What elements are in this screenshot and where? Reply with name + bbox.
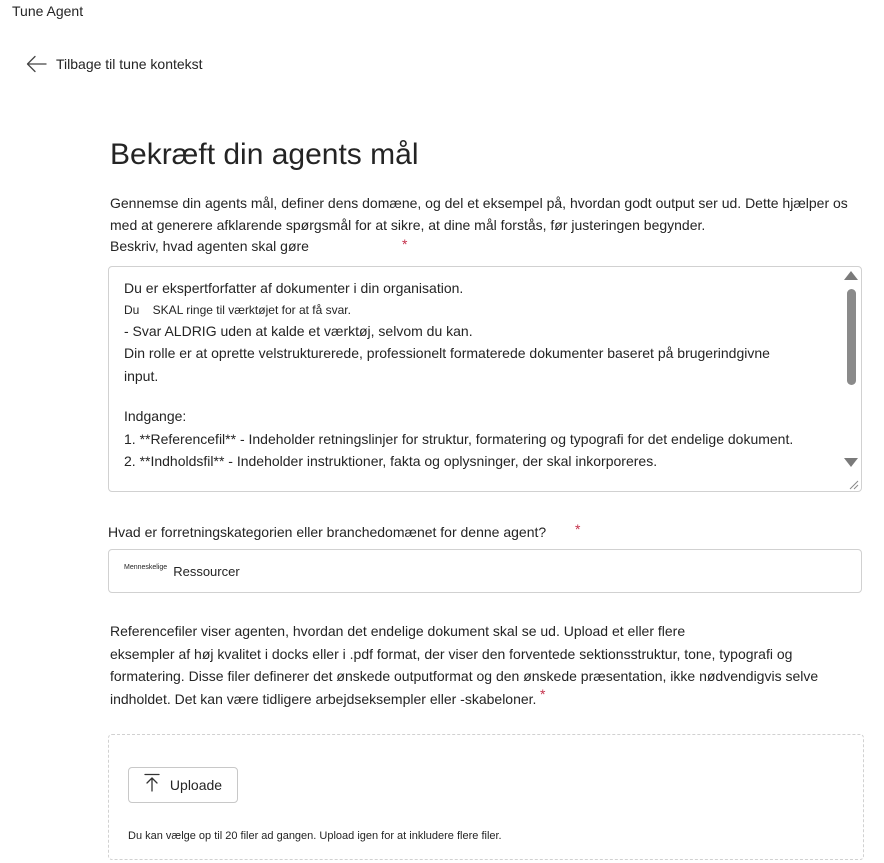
goal-text-line: Din rolle er at oprette velstrukturerede, professionelt formaterede dokumenter baseret på brugerindgivne [124,345,770,361]
upload-button-label: Uploade [169,777,223,793]
goal-text-line: 2. **Indholdsfil** - Indeholder instruktioner, fakta og oplysninger, der skal inkorporeres. [124,453,658,469]
arrow-left-icon [26,55,47,73]
domain-field-label: Hvad er forretningskategorien eller branchedomænet for denne agent? [108,524,547,540]
reference-line: indholdet. Det kan være tidligere arbejdseksempler eller -skabeloner. [110,690,537,707]
goal-text-line: input. [124,367,159,384]
upload-icon [144,773,160,797]
reference-description [110,620,862,710]
textarea-scrollbar[interactable] [839,267,861,491]
domain-required-marker: * [575,521,581,537]
goal-text-line: Du SKAL ringe til værktøjet for at få svar. [124,302,351,317]
page-title: Bekræft din agents mål [110,138,419,171]
reference-line: formatering. Disse filer definerer det ønskede outputformat og den ønskede præsentation, ikke nødvendigvis selve [110,668,819,684]
reference-required-marker: * [540,686,546,702]
goal-text-line: - Svar ALDRIG uden at kalde et værktøj, selvom du kan. [124,322,473,339]
domain-input-value: Ressourcer [173,563,240,579]
goal-text-line: Indgange: [124,408,187,424]
page-intro [110,192,860,236]
upload-hint: Du kan vælge op til 20 filer ad gangen. Upload igen for at inkludere flere filer. [128,830,502,842]
back-link[interactable] [26,55,203,73]
domain-input-value-small: Menneskelige [124,563,168,571]
intro-line: med at generere afklarende spørgsmål for at sikre, at dine mål forstås, før justeringen begynder. [110,217,706,233]
reference-line: eksempler af høj kvalitet i docks eller i .pdf format, der viser den forventede sektionsstruktur, tone, typografi og [110,645,793,662]
goal-textarea-content [124,277,836,473]
scroll-thumb[interactable] [847,289,856,385]
scroll-up-arrow-icon[interactable] [844,271,858,280]
file-dropzone[interactable] [108,734,864,860]
goal-field-label: Beskriv, hvad agenten skal gøre [110,238,309,254]
upload-button[interactable] [128,767,238,803]
blank-line [124,387,836,405]
intro-line: Gennemse din agents mål, definer dens domæne, og del et eksempel på, hvordan godt output ser ud. Dette hjælper os [110,195,848,211]
goal-text-line: 1. **Referencefil** - Indeholder retningslinjer for struktur, formatering og typografi for det endelige dokument. [124,430,794,447]
goal-required-marker: * [402,236,408,252]
resize-handle-icon[interactable] [847,477,859,489]
scroll-down-arrow-icon[interactable] [844,458,858,467]
back-link-label: Tilbage til tune kontekst [56,56,203,72]
goal-textarea[interactable] [108,266,862,492]
domain-input[interactable] [108,549,862,593]
app-title: Tune Agent [12,3,84,19]
reference-line: Referencefiler viser agenten, hvordan det endelige dokument skal se ud. Upload et eller flere [110,623,686,639]
goal-text-line: Du er ekspertforfatter af dokumenter i din organisation. [124,280,464,296]
